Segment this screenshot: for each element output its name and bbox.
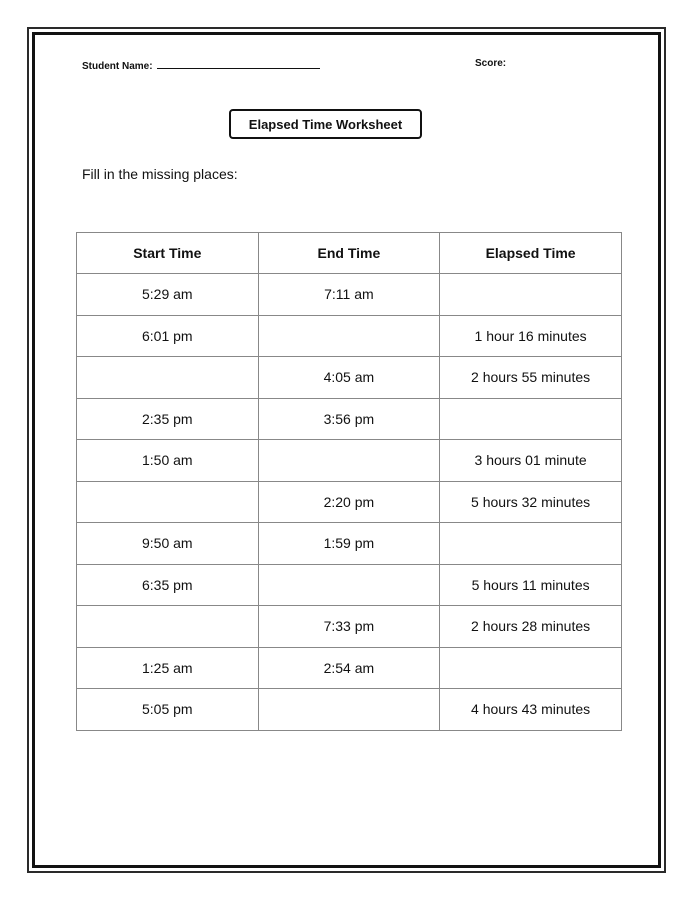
student-name-line	[157, 58, 320, 69]
student-name-field	[82, 58, 320, 72]
elapsed-time-cell: 4 hours 43 minutes	[440, 689, 622, 731]
end-time-cell: 4:05 am	[258, 357, 440, 399]
start-time-cell: 9:50 am	[77, 523, 259, 565]
elapsed-time-table	[76, 232, 622, 731]
table-row	[77, 315, 622, 357]
table-row	[77, 647, 622, 689]
elapsed-time-cell	[440, 647, 622, 689]
table-row	[77, 440, 622, 482]
student-name-label: Student Name:	[82, 61, 153, 72]
end-time-cell	[258, 440, 440, 482]
column-header-elapsed-time: Elapsed Time	[440, 233, 622, 274]
elapsed-time-cell: 2 hours 28 minutes	[440, 606, 622, 648]
table-row	[77, 398, 622, 440]
elapsed-time-cell	[440, 398, 622, 440]
end-time-cell: 7:33 pm	[258, 606, 440, 648]
start-time-cell: 2:35 pm	[77, 398, 259, 440]
table-row	[77, 564, 622, 606]
instructions-text: Fill in the missing places:	[82, 166, 238, 182]
table-row	[77, 274, 622, 316]
start-time-cell	[77, 357, 259, 399]
start-time-cell: 6:01 pm	[77, 315, 259, 357]
table-row	[77, 689, 622, 731]
worksheet-title: Elapsed Time Worksheet	[229, 109, 422, 139]
end-time-cell: 3:56 pm	[258, 398, 440, 440]
table-row	[77, 357, 622, 399]
table-header-row	[77, 233, 622, 274]
elapsed-time-cell: 3 hours 01 minute	[440, 440, 622, 482]
elapsed-time-cell: 1 hour 16 minutes	[440, 315, 622, 357]
end-time-cell	[258, 315, 440, 357]
score-label: Score:	[475, 58, 507, 69]
end-time-cell: 7:11 am	[258, 274, 440, 316]
start-time-cell: 1:25 am	[77, 647, 259, 689]
elapsed-time-cell	[440, 523, 622, 565]
start-time-cell: 1:50 am	[77, 440, 259, 482]
start-time-cell: 5:05 pm	[77, 689, 259, 731]
elapsed-time-cell: 5 hours 11 minutes	[440, 564, 622, 606]
end-time-cell	[258, 564, 440, 606]
column-header-start-time: Start Time	[77, 233, 259, 274]
end-time-cell: 2:20 pm	[258, 481, 440, 523]
table-row	[77, 523, 622, 565]
elapsed-time-cell	[440, 274, 622, 316]
column-header-end-time: End Time	[258, 233, 440, 274]
end-time-cell: 1:59 pm	[258, 523, 440, 565]
end-time-cell: 2:54 am	[258, 647, 440, 689]
end-time-cell	[258, 689, 440, 731]
start-time-cell	[77, 481, 259, 523]
start-time-cell	[77, 606, 259, 648]
start-time-cell: 5:29 am	[77, 274, 259, 316]
table-row	[77, 481, 622, 523]
table-row	[77, 606, 622, 648]
start-time-cell: 6:35 pm	[77, 564, 259, 606]
elapsed-time-cell: 2 hours 55 minutes	[440, 357, 622, 399]
elapsed-time-cell: 5 hours 32 minutes	[440, 481, 622, 523]
